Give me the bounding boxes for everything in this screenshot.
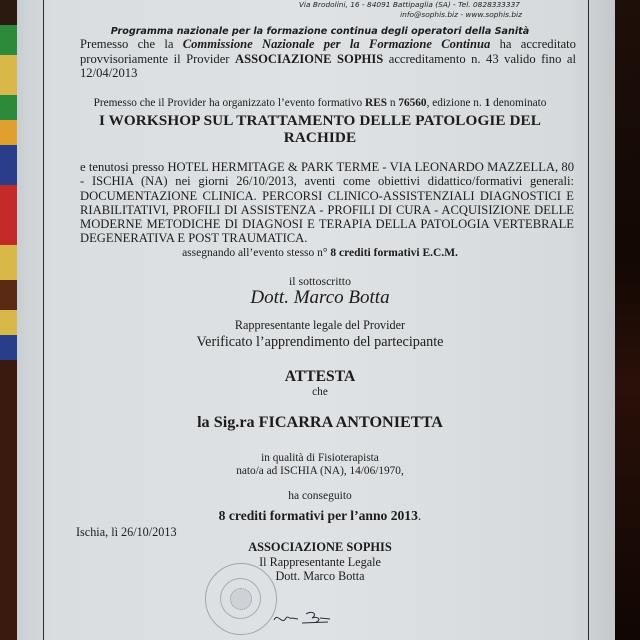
text: ha accreditato provvisoriamente il Provider	[80, 37, 576, 66]
signatory-role: Rappresentante legale del Provider	[234, 318, 406, 332]
provider-address	[299, 0, 578, 20]
signature-icon	[272, 606, 342, 630]
footer-organization: ASSOCIAZIONE SOPHIS	[248, 540, 392, 554]
period: .	[417, 508, 422, 523]
text: n	[387, 97, 399, 109]
text: Premesso che la	[80, 37, 183, 51]
place-date: Ischia, lì 26/10/2013	[76, 525, 177, 539]
provider-name: ASSOCIAZIONE SOPHIS	[234, 51, 384, 66]
event-title	[62, 113, 578, 146]
signatory-name: Dott. Marco Botta	[250, 287, 390, 308]
attests-heading: ATTESTA	[284, 368, 356, 385]
obtained-label: ha conseguito	[288, 490, 352, 502]
official-stamp-icon	[205, 563, 277, 635]
verification-statement: Verificato l’apprendimento del partecipante	[196, 334, 444, 350]
stamp-emblem	[230, 588, 252, 610]
event-title-line: RACHIDE	[283, 128, 357, 146]
text: denominato	[490, 97, 547, 109]
participant-qualification: in qualità di Fisioterapista	[261, 452, 379, 464]
event-title-line: I WORKSHOP SUL TRATTAMENTO DELLE PATOLOGIE DEL	[98, 112, 542, 129]
credits-assigned	[62, 247, 578, 259]
text: , edizione n.	[426, 97, 485, 109]
undersigned-label: il sottoscritto	[289, 274, 351, 288]
footer-name: Dott. Marco Botta	[275, 569, 365, 583]
participant-name: la Sig.ra FICARRA ANTONIETTA	[197, 413, 443, 431]
res-number: 76560	[398, 97, 427, 109]
footer-role: Il Rappresentante Legale	[259, 555, 381, 569]
res-label: RES	[365, 97, 388, 109]
credits-obtained	[62, 508, 578, 524]
that-label: che	[312, 386, 328, 398]
contact-line: info@sophis.biz - www.sophis.biz	[400, 10, 522, 19]
text: assegnando all’evento stesso n°	[182, 247, 331, 259]
text: Premesso che il Provider ha organizzato l’evento formativo	[93, 97, 366, 109]
edition-number: 1	[484, 97, 491, 109]
event-details: e tenutosi presso HOTEL HERMITAGE & PARK TERME - VIA LEONARDO MAZZELLA, 80 - ISCHIA (NA) nei giorni 26/10/2013, aventi come obiettivi didattico/formativi generali: DOCUMENTAZIONE CLINICA. PERCORSI CLINICO-ASSISTENZIALI DIAGNOSTICI E RIABILITATIVI, PROFILI DI ASSISTENZA - PROFILI DI CURA - ACQUISIZIONE DELLE MODERNE METODICHE DI DIAGNOSI E TERAPIA DELLA PATOLOGIA VERTEBRALE DEGENERATIVA E POST TRAUMATICA.	[80, 160, 574, 246]
participant-birth: nato/a ad ISCHIA (NA), 14/06/1970,	[236, 465, 404, 477]
program-title: Programma nazionale per la formazione continua degli operatori della Sanità	[110, 26, 530, 37]
text: accreditamento n. 43 valido fino al 12/04/2013	[80, 51, 576, 80]
event-intro	[62, 97, 578, 109]
background-dark-right	[612, 0, 640, 640]
address-line: Via Brodolini, 16 - 84091 Battipaglia (SA) - Tel. 0828333337	[298, 0, 520, 9]
accreditation-paragraph	[80, 37, 576, 81]
credits-value: 8 crediti formativi E.C.M.	[330, 247, 458, 259]
credits-obtained-text: 8 crediti formativi per l’anno 2013	[218, 508, 418, 523]
commission-name: Commissione Nazionale per la Formazione Continua	[182, 37, 491, 51]
